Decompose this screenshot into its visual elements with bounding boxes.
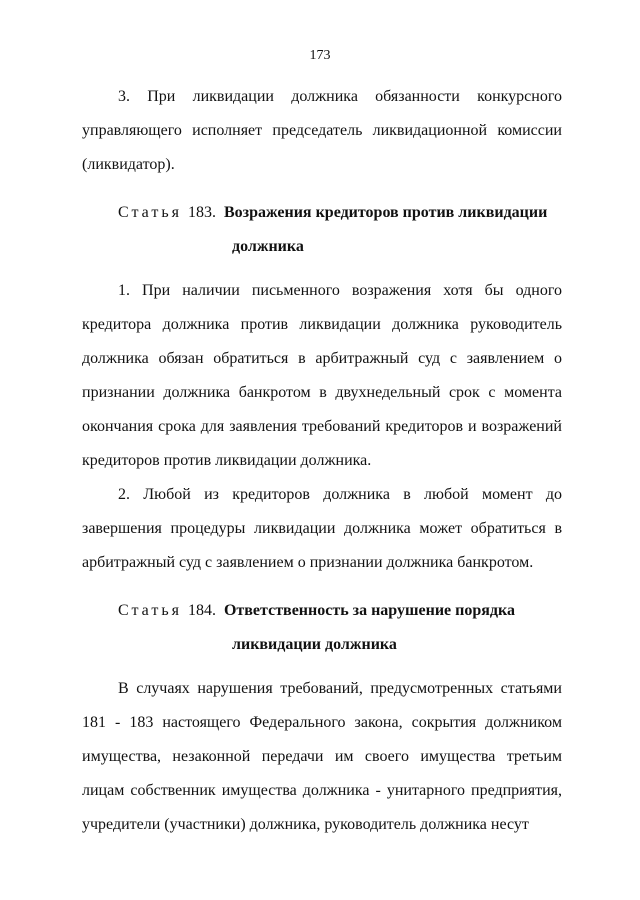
paragraph-183-2: 2. Любой из кредиторов должника в любой момент до завершения процедуры ликвидации должника может обратиться в арбитражный суд с заявлением о признании должника банкротом. — [82, 486, 562, 571]
article-184-number: 184. — [187, 602, 216, 619]
article-183-number: 183. — [187, 204, 216, 221]
paragraph-183-1: 1. При наличии письменного возражения хотя бы одного кредитора должника против ликвидации должника руководитель должника обязан обратиться в арбитражный суд с заявлением о признании должника банкротом в двухнедельный срок с момента окончания срока для заявления требований кредиторов и возражений кредиторов против ликвидации должника. — [82, 282, 562, 469]
article-184-title-line2: ликвидации должника — [232, 636, 397, 653]
page-number: 173 — [309, 48, 331, 63]
article-184-heading — [82, 594, 562, 662]
article-183-label: Статья — [118, 204, 182, 221]
paragraph-184: В случаях нарушения требований, предусмотренных статьями 181 - 183 настоящего Федерального закона, сокрытия должником имущества, незаконной передачи им своего имущества третьим лицам собственник имущества должника - унитарного предприятия, учредители (участники) должника, руководитель должника несут — [82, 680, 562, 833]
article-183-title-line2: должника — [232, 238, 304, 255]
paragraph-liquidator: 3. При ликвидации должника обязанности конкурсного управляющего исполняет председатель ликвидационной комиссии (ликвидатор). — [82, 88, 562, 173]
article-183-title-line1: Возражения кредиторов против ликвидации — [223, 204, 548, 221]
article-183-heading — [82, 196, 562, 264]
document-body — [82, 80, 562, 842]
article-184-title-line1: Ответственность за нарушение порядка — [223, 602, 515, 619]
article-184-label: Статья — [118, 602, 182, 619]
